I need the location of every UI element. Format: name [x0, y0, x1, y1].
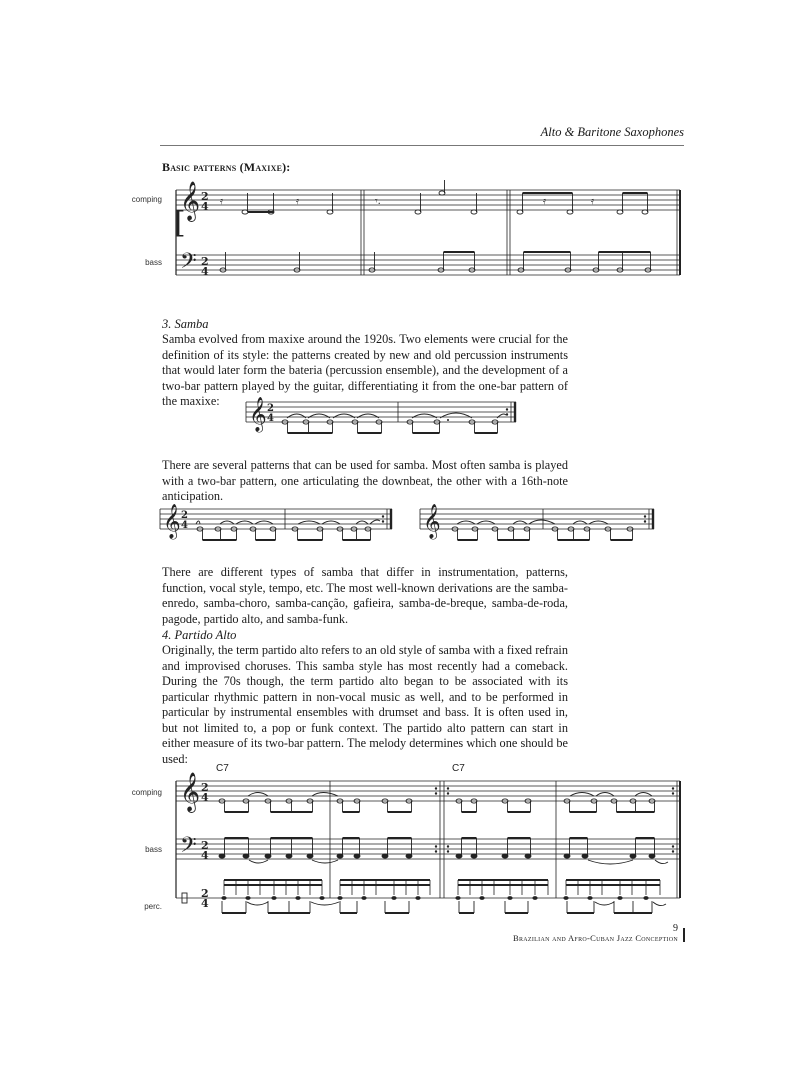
- svg-text:4: 4: [201, 791, 209, 804]
- svg-text:[: [: [174, 205, 186, 241]
- svg-text:4: 4: [201, 265, 209, 278]
- svg-text:𝄞: 𝄞: [423, 504, 441, 539]
- svg-text:𝄞: 𝄞: [163, 504, 181, 539]
- samba-title: 3. Samba: [162, 317, 209, 331]
- svg-text:2: 2: [201, 887, 209, 900]
- svg-text:2: 2: [201, 781, 209, 794]
- partido-alto-paragraph: Originally, the term partido alto refers to an old style of samba with a fixed refrain and improvised choruses. This samba style has most recently had a comeback. During the 70s though, the term partido alto began to be associated with its particular rhythmic pattern in non-vocal music as well, and to be performed in particular by instrumental ensembles with drumset and bass. It is often used in, but not limited to, a pop or funk context. The partido alto pattern can start in either measure of its two-bar pattern. The melody determines which one should be used:: [162, 643, 568, 766]
- running-title: Alto & Baritone Saxophones: [540, 125, 684, 139]
- svg-text:𝄞: 𝄞: [180, 772, 201, 812]
- svg-text:2: 2: [201, 839, 209, 852]
- chord-symbol-1: C7: [216, 763, 229, 774]
- svg-text:4: 4: [181, 520, 188, 531]
- staff-label-perc: perc.: [144, 902, 162, 911]
- footer-book-title: Brazilian and Afro-Cuban Jazz Conception: [513, 933, 678, 943]
- svg-text:𝄞: 𝄞: [249, 397, 267, 432]
- header-rule: [160, 145, 684, 146]
- staff-label-comping: comping: [131, 195, 162, 204]
- footer-rule: [683, 928, 685, 942]
- svg-text:4: 4: [201, 849, 209, 862]
- svg-text:4: 4: [267, 413, 274, 424]
- svg-text:2: 2: [201, 255, 209, 268]
- chord-symbol-2: C7: [452, 763, 465, 774]
- svg-text:4: 4: [201, 200, 209, 213]
- svg-text:𝄿: 𝄿: [296, 196, 300, 207]
- perc-notes: [224, 880, 660, 895]
- svg-text:2: 2: [181, 510, 188, 521]
- samba-paragraph-1: Samba evolved from maxixe around the 1920s. Two elements were crucial for the definition of its style: the patterns created by new and old percussion instruments that would later form the bateria (percussion ensemble), and the development of a two-bar pattern played by the guitar, differentiating it from the one-bar pattern of the maxixe:: [162, 332, 568, 408]
- svg-text:2: 2: [267, 403, 274, 414]
- svg-text:2: 2: [201, 190, 209, 203]
- bass-clef: 𝄢: [180, 249, 197, 279]
- samba-paragraph-3: There are different types of samba that differ in instrumentation, patterns, function, vocal style, tempo, etc. The most well-known derivations are the samba-enredo, samba-choro, samba-canção, gafieira, samba-de-breque, samba-de-roda, pagode, partido alto, and samba-funk.: [162, 565, 568, 626]
- svg-text:4: 4: [201, 897, 209, 910]
- svg-text:𝄢: 𝄢: [180, 833, 197, 863]
- staff-label-comping-2: comping: [131, 788, 162, 797]
- staff-bass: [176, 255, 680, 275]
- staff-label-bass-2: bass: [145, 845, 162, 854]
- page-number: 9: [673, 923, 678, 934]
- svg-text:𝄿: 𝄿: [220, 196, 224, 207]
- staff-label-bass: bass: [145, 258, 162, 267]
- partido-alto-title: 4. Partido Alto: [162, 628, 237, 642]
- treble-clef: 𝄞: [180, 181, 201, 221]
- svg-text:𝄾.: 𝄾.: [375, 196, 381, 207]
- svg-text:𝄿: 𝄿: [543, 196, 547, 207]
- samba-paragraph-2: There are several patterns that can be used for samba. Most often samba is played with a two-bar pattern, one articulating the downbeat, the other with a 16th-note anticipation.: [162, 458, 568, 503]
- basic-patterns-heading: Basic patterns (Maxixe):: [162, 160, 291, 174]
- staff-comping: [176, 190, 680, 210]
- svg-text:𝄿: 𝄿: [591, 196, 595, 207]
